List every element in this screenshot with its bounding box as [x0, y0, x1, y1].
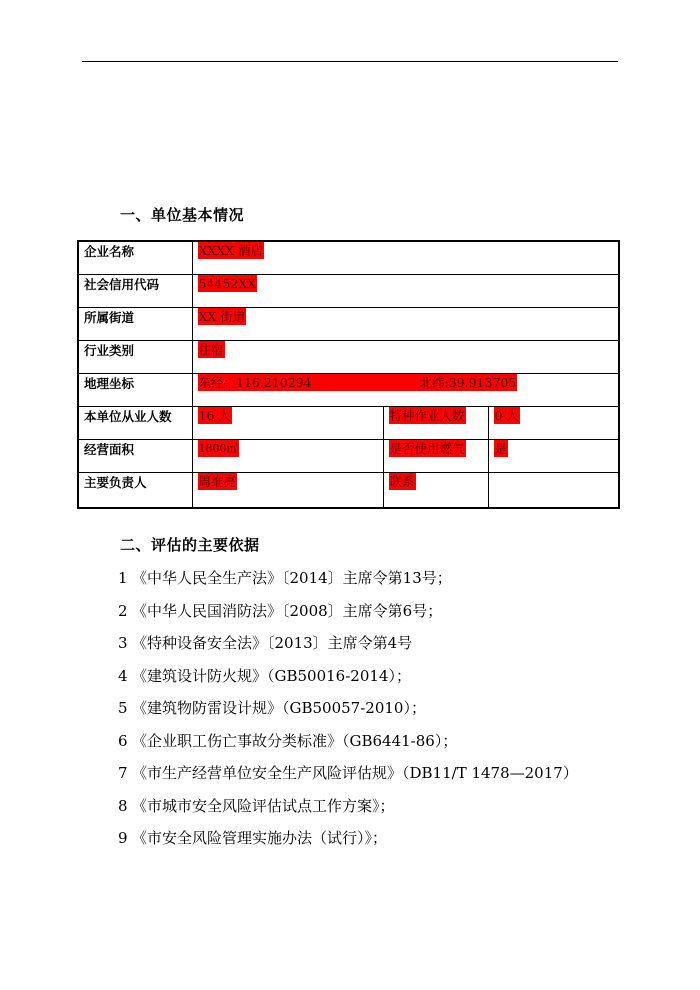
table-row [78, 439, 619, 472]
label-principal: 主要负责人 [78, 472, 192, 508]
basic-info-table [77, 240, 620, 509]
list-item: 5 《建筑物防雷设计规》（GB50057-2010）； [118, 699, 426, 717]
label-company-name: 企业名称 [78, 241, 192, 274]
value-industry: 住宿 [198, 341, 224, 357]
list-item: 6 《企业职工伤亡事故分类标准》（GB6441-86）； [118, 731, 458, 750]
label-gas-usage: 是否使用燃气 [389, 440, 465, 456]
value-latitude: 北纬:39.913705 [419, 374, 517, 390]
table-row [78, 340, 619, 373]
list-item: 7 《市生产经营单位安全生产风险评估规》（DB11/T 1478—2017） [118, 764, 578, 782]
label-employees: 本单位从业人数 [78, 406, 192, 439]
value-principal: 周维亮 [198, 473, 237, 489]
value-gas-usage: 是 [494, 440, 508, 456]
value-credit-code: 54452XX [198, 275, 257, 291]
table-row [78, 274, 619, 307]
value-area: 1800㎡ [198, 441, 238, 455]
value-coordinates [198, 374, 517, 391]
label-area: 经营面积 [78, 439, 192, 472]
label-special-workers: 特种作业人数 [389, 407, 465, 423]
table-row [78, 373, 619, 406]
section-title-basic-info: 一、单位基本情况 [120, 206, 245, 224]
value-contact [488, 472, 619, 508]
label-coordinates: 地理坐标 [78, 373, 192, 406]
header-rule [82, 61, 618, 62]
list-item: 3 《特种设备安全法》〔2013〕主席令第4号 [118, 634, 413, 652]
section-title-basis: 二、评估的主要依据 [120, 536, 260, 554]
value-employees: 16 人 [198, 407, 231, 423]
list-item: 2 《中华人民国消防法》〔2008〕主席令第6号； [118, 601, 443, 620]
label-contact: 联系 [389, 473, 415, 489]
table-row [78, 307, 619, 340]
list-item: 4 《建筑设计防火规》（GB50016-2014）； [118, 666, 411, 685]
label-credit-code: 社会信用代码 [78, 274, 192, 307]
list-item: 8 《市城市安全风险评估试点工作方案》； [118, 796, 395, 815]
list-item: 1 《中华人民全生产法》〔2014〕主席令第13号； [118, 569, 452, 587]
table-row [78, 241, 619, 274]
value-company-name: XXXX 酒店 [198, 243, 264, 258]
value-street: XX 街道 [198, 308, 246, 324]
basis-list [118, 567, 578, 860]
label-industry: 行业类别 [78, 340, 192, 373]
value-special-workers: 0 人 [494, 407, 519, 423]
table-row [78, 406, 619, 439]
table-row [78, 472, 619, 508]
value-longitude: 东经：116.210294 [198, 374, 312, 390]
label-street: 所属街道 [78, 307, 192, 340]
list-item: 9 《市安全风险管理实施办法（试行）》； [118, 829, 388, 847]
